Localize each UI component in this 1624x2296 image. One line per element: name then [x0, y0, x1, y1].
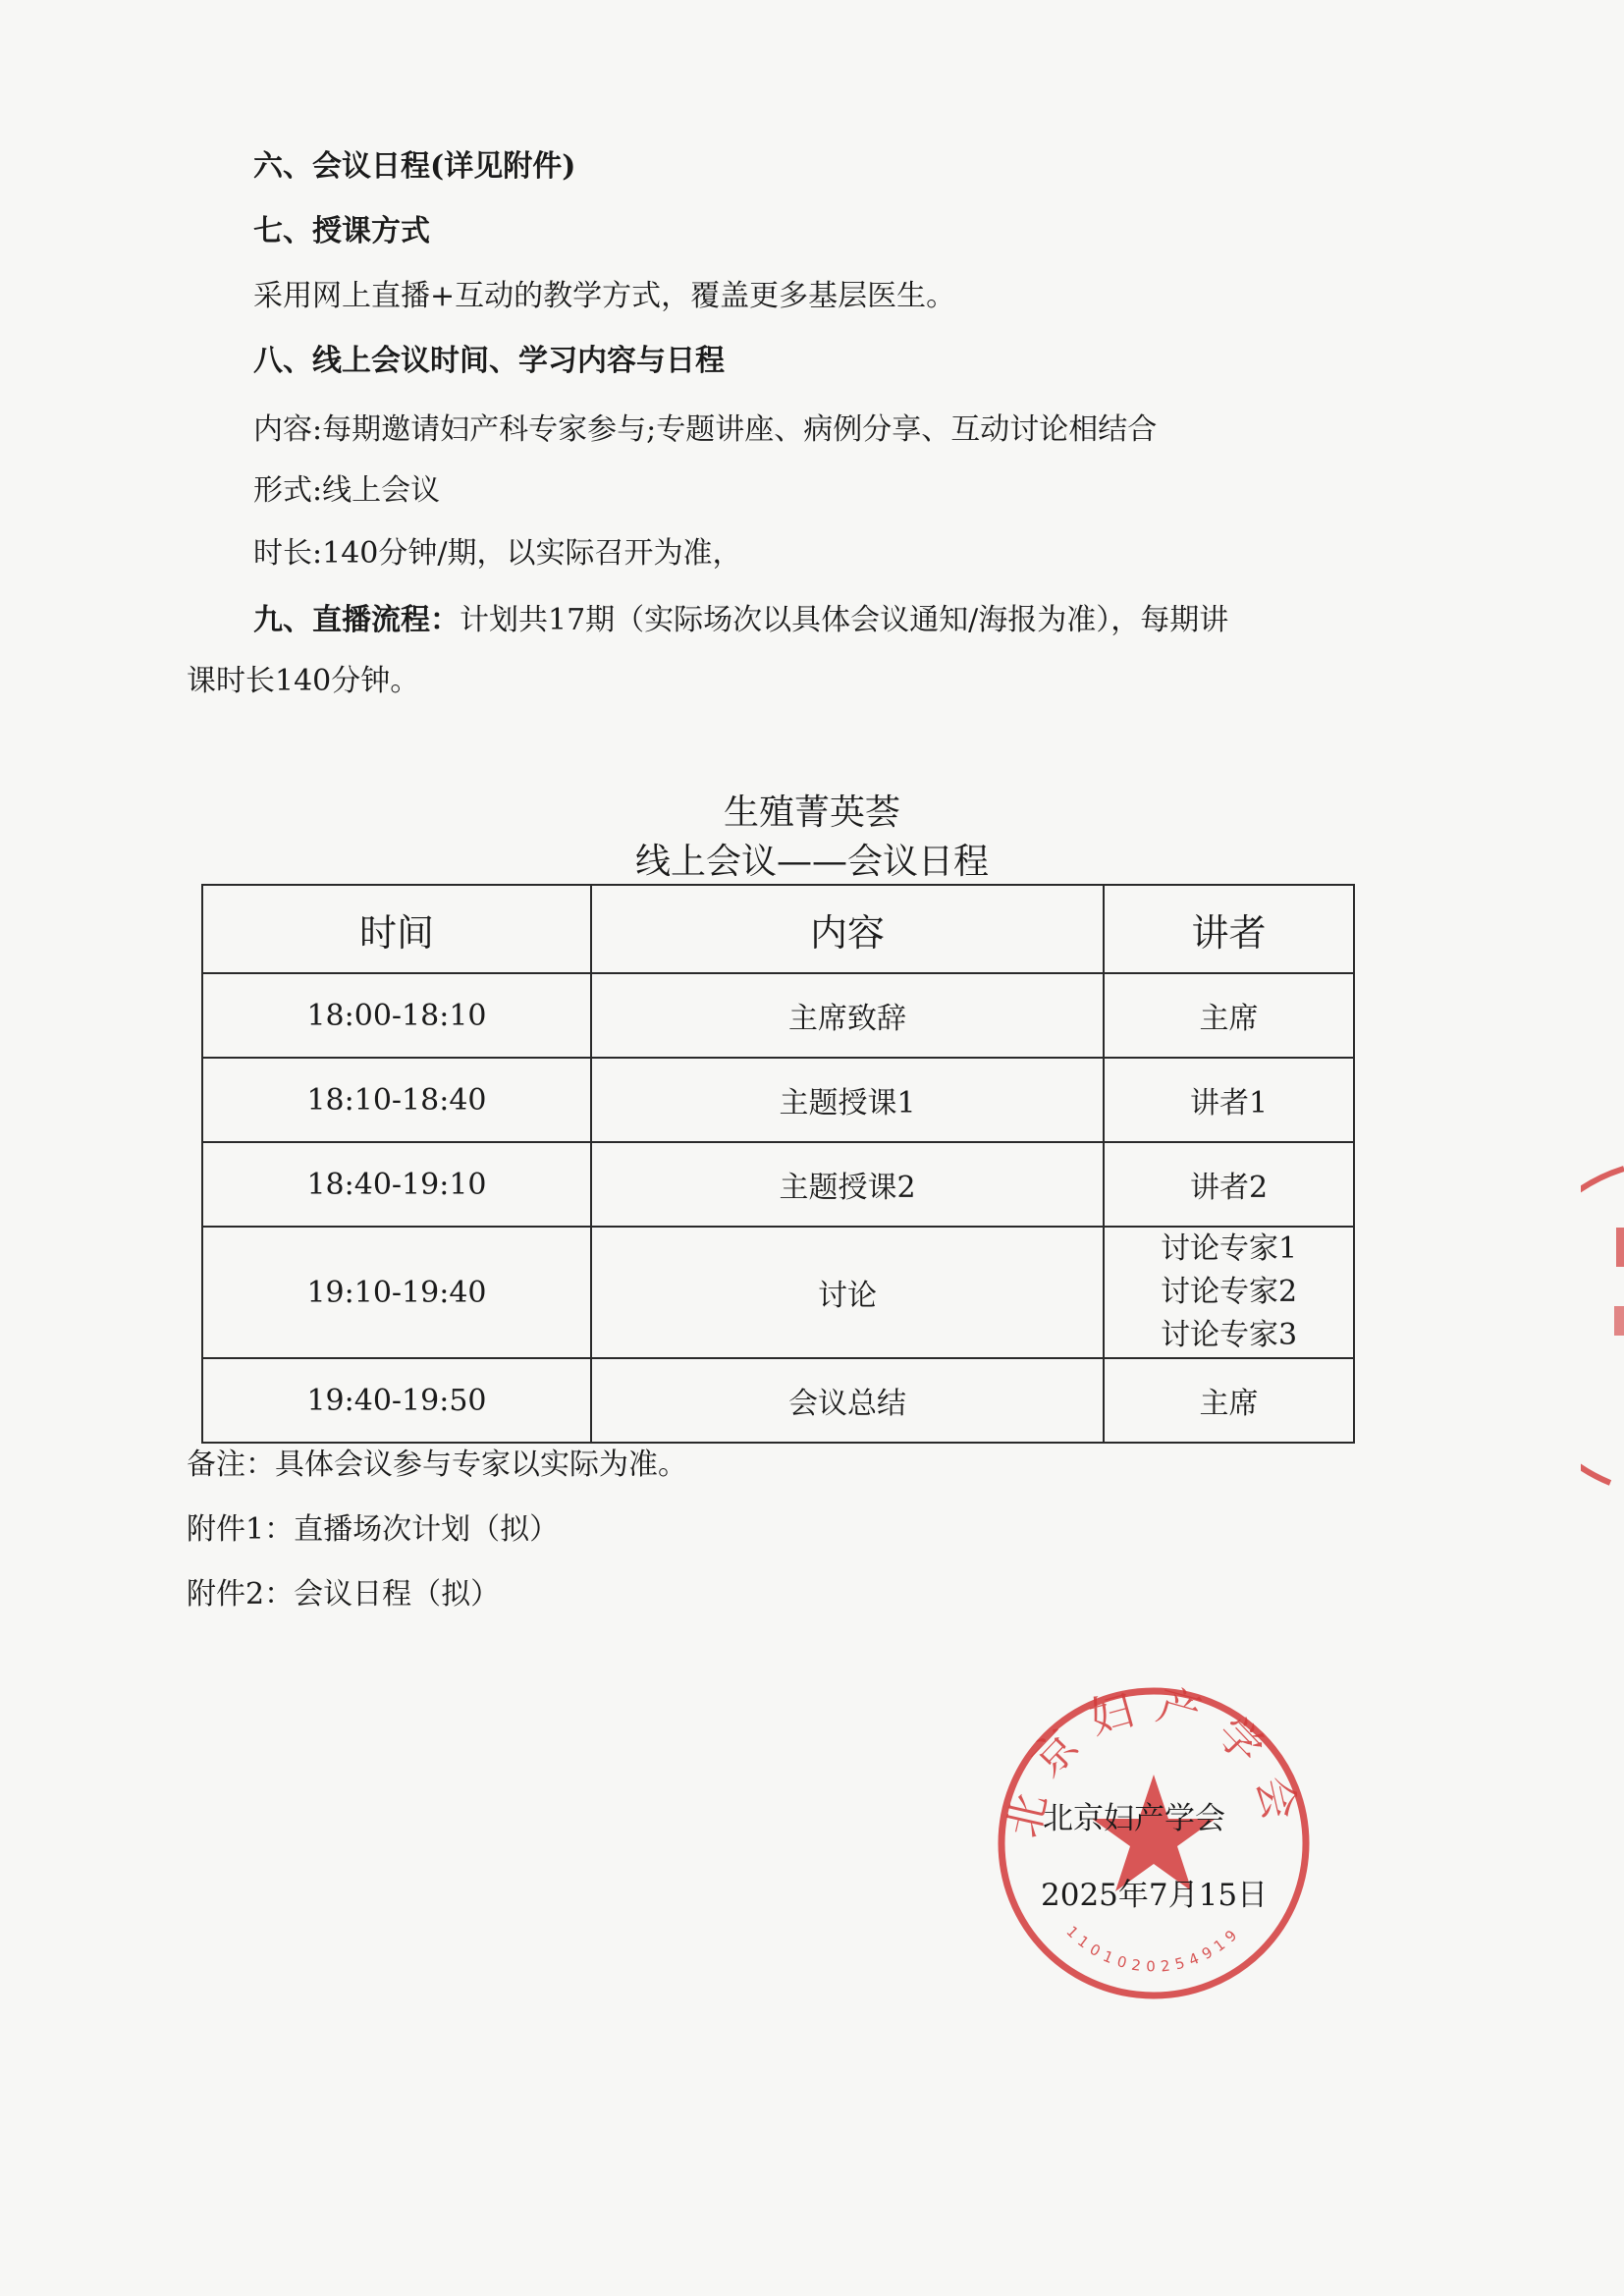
- official-seal-stamp: [992, 1681, 1316, 2005]
- section-7-text: 采用网上直播+互动的教学方式，覆盖更多基层医生。: [253, 279, 956, 313]
- row-time: 19:10-19:40: [202, 1227, 591, 1358]
- row-speaker-list: [1104, 1227, 1354, 1358]
- attachment-1: 附件1：直播场次计划（拟）: [187, 1512, 560, 1547]
- section-8-content: 内容:每期邀请妇产科专家参与;专题讲座、病例分享、互动讨论相结合: [253, 412, 1158, 447]
- table-row: [202, 1142, 1354, 1227]
- row-speaker: 主席: [1104, 1358, 1354, 1443]
- row-speaker: 讨论专家1: [1160, 1231, 1298, 1266]
- row-content: 主席致辞: [591, 973, 1104, 1058]
- section-9-line1: [253, 601, 1228, 640]
- row-content: 会议总结: [591, 1358, 1104, 1443]
- row-speaker: 讲者2: [1104, 1142, 1354, 1227]
- section-9-heading: 九、直播流程：: [253, 603, 460, 637]
- seal-ring-text: 北京妇产学会: [998, 1681, 1310, 1842]
- remark: 备注：具体会议参与专家以实际为准。: [187, 1448, 687, 1482]
- header-content: 内容: [591, 885, 1104, 973]
- table-row: [202, 1058, 1354, 1142]
- table-header-row: [202, 885, 1354, 973]
- section-8-form: 形式:线上会议: [253, 473, 441, 508]
- header-speaker: 讲者: [1104, 885, 1354, 973]
- schedule-title: 生殖菁英荟: [723, 793, 900, 833]
- row-speaker: 讨论专家3: [1160, 1318, 1298, 1352]
- signature-date: 2025年7月15日: [1041, 1878, 1269, 1913]
- row-speaker: 讨论专家2: [1160, 1275, 1298, 1309]
- section-9-line2: 课时长140分钟。: [187, 664, 420, 698]
- schedule-table: [201, 884, 1355, 1444]
- section-7-heading: 七、授课方式: [253, 214, 430, 248]
- section-9-text: 计划共17期（实际场次以具体会议通知/海报为准），每期讲: [460, 603, 1229, 637]
- section-8-heading: 八、线上会议时间、学习内容与日程: [253, 344, 725, 378]
- row-speaker: 讲者1: [1104, 1058, 1354, 1142]
- seal-code: 1101020254919: [1062, 1922, 1245, 1976]
- row-content: 讨论: [591, 1227, 1104, 1358]
- schedule-subtitle: 线上会议——会议日程: [634, 842, 989, 882]
- row-time: 18:10-18:40: [202, 1058, 591, 1142]
- section-8-duration: 时长:140分钟/期，以实际召开为准，: [253, 536, 742, 571]
- seam-stamp-fragment: [1581, 1159, 1624, 1493]
- row-content: 主题授课1: [591, 1058, 1104, 1142]
- attachment-2: 附件2：会议日程（拟）: [187, 1577, 501, 1612]
- table-row: [202, 1358, 1354, 1443]
- row-time: 18:00-18:10: [202, 973, 591, 1058]
- row-speaker: 主席: [1104, 973, 1354, 1058]
- svg-text:1101020254919: [1062, 1923, 1244, 1976]
- row-time: 18:40-19:10: [202, 1142, 591, 1227]
- header-time: 时间: [202, 885, 591, 973]
- table-row: [202, 1227, 1354, 1358]
- row-time: 19:40-19:50: [202, 1358, 591, 1443]
- section-6-heading: 六、会议日程(详见附件): [253, 149, 576, 184]
- signature-org: 北京妇产学会: [1043, 1801, 1225, 1836]
- row-content: 主题授课2: [591, 1142, 1104, 1227]
- table-row: [202, 973, 1354, 1058]
